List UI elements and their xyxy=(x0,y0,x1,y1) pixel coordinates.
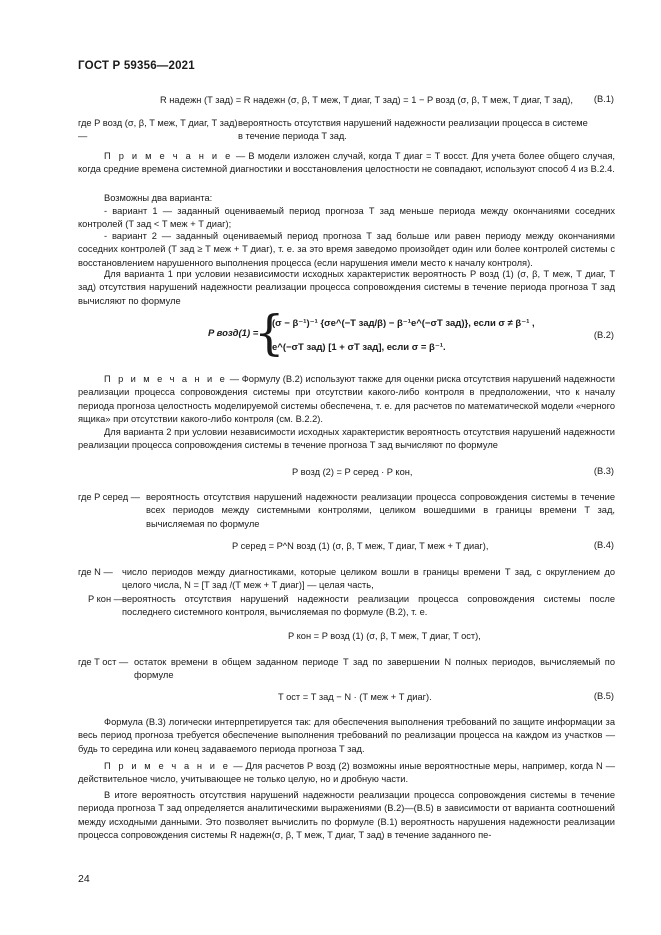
formula-b1-number: (В.1) xyxy=(593,94,614,104)
where-b3-body: вероятность отсутствия нарушений надежности реализации процесса сопровождения системы в течение всех периодов между системными контролями, целиком вошедшими в границы времени T зад, вычисляемая по формуле xyxy=(146,492,615,529)
formula-pkon: P кон = P возд (1) (σ, β, T меж, T диаг, T ост), xyxy=(288,631,481,641)
paragraph-b3-interpretation: Формула (В.3) логически интерпретируется так: для обеспечения выполнения требований по защите информации за весь период прогноза требуется обеспечение выполнения требований по реализации процесса на каждом из участков — будь то середина или конец задаваемого периода прогноза T зад. xyxy=(78,717,615,754)
where-b1-lead: где P возд (σ, β, T меж, T диаг, T зад) — xyxy=(78,118,238,142)
where-n-term: где N — xyxy=(78,567,113,577)
variants-intro: Возможны два варианта: xyxy=(104,193,213,203)
where-b1-line1: вероятность отсутствия нарушений надежности реализации процесса в системе xyxy=(238,118,588,128)
formula-b2-case-2: e^(−σT зад) [1 + σT зад], если σ = β⁻¹. xyxy=(272,342,446,353)
where-tost-body: остаток времени в общем заданном периоде T зад по завершении N полных периодов, вычисляемый по формуле xyxy=(134,657,615,681)
formula-b4: P серед = P^N возд (1) (σ, β, T меж, T диаг, T меж + T диаг), xyxy=(232,541,489,551)
where-pkon-term: P кон — xyxy=(88,594,123,604)
note-3 xyxy=(78,760,615,787)
variant-1: - вариант 1 — заданный оцениваемый период прогноза T зад меньше периода между окончаниями соседних контролей (T зад < T меж + T диаг); xyxy=(78,206,615,230)
formula-b1: R надежн (T зад) = R надежн (σ, β, T меж, T диаг, T зад) = 1 − P возд (σ, β, T меж, T диаг, T зад), xyxy=(160,95,573,105)
note-2-text: — Формулу (В.2) используют также для оценки риска отсутствия нарушений надежности реализации процесса сопровождения системы при отсутствии какого-либо контроля в предположении, что к началу периода прогноза целостность моделируемой системы обеспечена, т. е. для расчетов по математической модели «черного ящика» при отсутствии какого-либо контроля (см. В.2.2). xyxy=(78,374,616,425)
formula-b4-number: (В.4) xyxy=(593,540,614,550)
note-3-label: П р и м е ч а н и е xyxy=(104,761,231,771)
note-2 xyxy=(78,373,615,427)
where-n-body: число периодов между диагностиками, которые целиком вошли в границы времени T зад, с округлением до целого числа, N = [T зад /(T меж + T диаг)] — целая часть, xyxy=(122,567,615,591)
page-number: 24 xyxy=(78,873,90,885)
formula-b2-lhs: P возд(1) = xyxy=(208,328,259,339)
variant-1-calc: Для варианта 1 при условии независимости исходных характеристик вероятность P возд (1) (σ, β, T меж, T диаг, T зад) отсутствия нарушений надежности реализации процесса сопровождения системы в течение периода прогноза T зад вычисляют по формуле xyxy=(78,269,615,306)
note-1-text: — В модели изложен случай, когда T диаг = T восст. Для учета более общего случая, когда средние времена системной диагностики и восстановления целостности не совпадают, используют способ 4 из В.2.4. xyxy=(78,151,615,175)
formula-b3-number: (В.3) xyxy=(593,466,614,476)
page-header: ГОСТ Р 59356—2021 xyxy=(78,60,195,72)
note-3-text: — Для расчетов P возд (2) возможны иные вероятностные меры, например, когда N — действительное число, учитывающее не только целую, но и дробную части. xyxy=(78,761,615,785)
note-1 xyxy=(78,150,615,177)
variant-2-calc: Для варианта 2 при условии независимости исходных характеристик вероятность отсутствия нарушений надежности реализации процесса сопровождения системы в течение прогноза T зад вычисляют по формуле xyxy=(78,427,615,451)
formula-b5-number: (В.5) xyxy=(593,691,614,701)
formula-b2-case-1: (σ − β⁻¹)⁻¹ {σe^(−T зад/β) − β⁻¹e^(−σT зад)}, если σ ≠ β⁻¹ , xyxy=(272,318,535,329)
formula-b2-number: (В.2) xyxy=(593,330,614,340)
formula-b3: P возд (2) = P серед · P кон, xyxy=(292,467,413,477)
note-1-label: П р и м е ч а н и е xyxy=(104,151,233,161)
final-paragraph: В итоге вероятность отсутствия нарушений надежности реализации процесса сопровождения системы в течение периода прогноза T зад определяется аналитическими выражениями (В.2)—(В.5) в зависимости от варианта соотношений между исходными данными. Это позволяет вычислить по формуле (В.1) вероятность нарушения надежности реализации процесса сопровождения системы R надежн(σ, β, T меж, T диаг, T зад) в течение заданного пе- xyxy=(78,790,615,841)
where-b3-term: где P серед — xyxy=(78,492,141,502)
where-pkon-body: вероятность отсутствия нарушений надежности реализации процесса сопровождения системы после последнего системного контроля, вычисляемая по формуле (В.2), т. е. xyxy=(122,594,615,618)
formula-b2-brace: { xyxy=(254,305,285,361)
variant-2: - вариант 2 — заданный оцениваемый период прогноза T зад больше или равен периоду между окончаниями соседних контролей (T зад ≥ T меж + T диаг), т. е. за это время заведомо произойдет один или более контролей системы с восстановлением нарушенного выполнения процесса (если нарушения имели место к началу контроля). xyxy=(78,231,615,268)
where-b1-line2: в течение периода T зад. xyxy=(238,131,347,141)
where-tost-term: где T ост — xyxy=(78,657,129,667)
note-2-label: П р и м е ч а н и е xyxy=(104,374,228,384)
formula-b5: T ост = T зад − N · (T меж + T диаг). xyxy=(278,692,432,702)
